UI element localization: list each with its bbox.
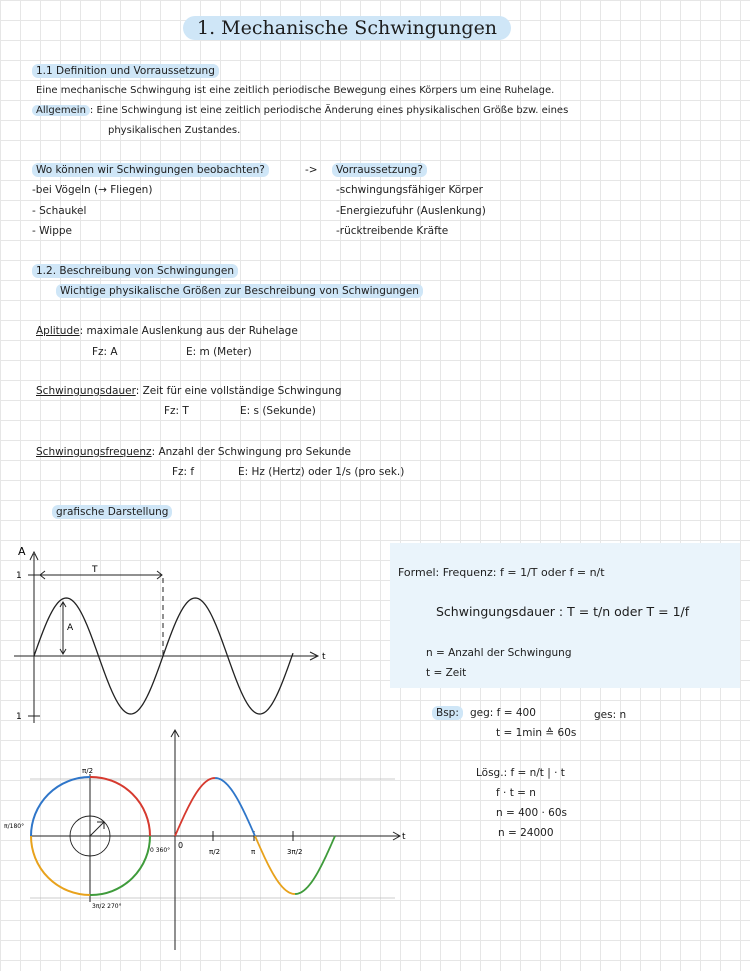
requirements-title: Vorraussetzung? (332, 163, 427, 177)
solution-line-3: n = 400 · 60s (496, 807, 568, 819)
general-text-body: : Eine Schwingung ist eine zeitlich periodische Änderung eines physikalischen Größe bzw. eines (89, 105, 569, 116)
observe-item: - Schaukel (32, 205, 87, 217)
circle-label-top: π/2 (82, 767, 94, 775)
sine-graph (0, 540, 345, 725)
sine-segment-q4 (295, 836, 335, 894)
tick-bottom-label: 1 (16, 712, 22, 722)
solution-line-1: Lösg.: f = n/t | · t (476, 767, 565, 779)
sine-segment-q1 (175, 778, 215, 836)
unit-circle-graph (0, 724, 420, 954)
circle-label-left: π/180° (4, 823, 25, 830)
circle-arc-q4 (90, 836, 150, 895)
radius-pointer (90, 822, 104, 836)
period-def (36, 384, 342, 398)
x-tick-label-2: π (251, 848, 256, 856)
formula-n-def: n = Anzahl der Schwingung (426, 647, 572, 659)
period-label-t: T (92, 565, 98, 575)
example-given-t: t = 1min ≙ 60s (496, 727, 577, 739)
requirement-item: -Energiezufuhr (Auslenkung) (336, 205, 486, 217)
page-title: 1. Mechanische Schwingungen (183, 16, 511, 40)
observe-item: -bei Vögeln (→ Fliegen) (32, 184, 153, 196)
frequency-symbol: Fz: f (172, 466, 195, 478)
a-axis-label: A (18, 545, 26, 558)
amplitude-def (36, 324, 298, 338)
section-heading-1-1: 1.1 Definition und Vorraussetzung (32, 64, 219, 78)
section-subheading: Wichtige physikalische Größen zur Beschreibung von Schwingungen (56, 284, 423, 298)
definition-text: Eine mechanische Schwingung ist eine zeitlich periodische Bewegung eines Körpers um eine Ruhelage. (36, 85, 555, 96)
frequency-label: Schwingungsfrequenz (36, 446, 152, 458)
period-text: : Zeit für eine vollständige Schwingung (135, 385, 342, 397)
tick-top-label: 1 (16, 571, 22, 581)
allgemein-label: Allgemein (32, 105, 90, 116)
x-tick-label-1: π/2 (209, 848, 221, 856)
circle-origin-label: 0 (178, 841, 184, 850)
graph-heading: grafische Darstellung (52, 505, 172, 519)
general-text-cont: physikalischen Zustandes. (108, 125, 241, 136)
circle-label-bottom: 3π/2 270° (92, 903, 122, 910)
circle-label-right: 0 360° (150, 847, 171, 854)
observe-item: - Wippe (32, 225, 72, 237)
amplitude-symbol: Fz: A (92, 346, 118, 358)
requirement-item: -schwingungsfähiger Körper (336, 184, 483, 196)
formula-period: Schwingungsdauer : T = t/n oder T = 1/f (436, 604, 690, 619)
formula-frequency: Formel: Frequenz: f = 1/T oder f = n/t (398, 566, 605, 579)
amplitude-label-a: A (67, 623, 74, 633)
circle-t-axis-label: t (402, 832, 406, 842)
circle-arc-q3 (31, 836, 90, 895)
formula-t-def: t = Zeit (426, 667, 467, 679)
frequency-text: : Anzahl der Schwingung pro Sekunde (151, 446, 351, 458)
requirement-item: -rücktreibende Kräfte (336, 225, 449, 237)
frequency-def (36, 445, 351, 459)
solution-line-2: f · t = n (496, 787, 536, 799)
sine-segment-q2 (215, 778, 255, 836)
solution-line-4: n = 24000 (498, 827, 554, 839)
example-given-f: geg: f = 400 (470, 707, 536, 719)
arrow-icon: -> (305, 164, 318, 176)
amplitude-label: Aplitude (36, 325, 80, 337)
period-label: Schwingungsdauer (36, 385, 136, 397)
amplitude-text: : maximale Auslenkung aus der Ruhelage (79, 325, 298, 337)
observe-question: Wo können wir Schwingungen beobachten? (32, 163, 269, 177)
example-label: Bsp: (432, 706, 463, 720)
general-text (32, 104, 568, 118)
t-axis-label: t (322, 652, 326, 662)
sine-segment-q3 (255, 836, 295, 894)
circle-arc-q2 (31, 777, 90, 836)
frequency-unit: E: Hz (Hertz) oder 1/s (pro sek.) (238, 466, 405, 478)
x-tick-label-3: 3π/2 (287, 848, 303, 856)
period-symbol: Fz: T (164, 405, 189, 417)
example-sought: ges: n (594, 709, 627, 721)
section-heading-1-2: 1.2. Beschreibung von Schwingungen (32, 264, 238, 278)
amplitude-unit: E: m (Meter) (186, 346, 252, 358)
period-unit: E: s (Sekunde) (240, 405, 316, 417)
